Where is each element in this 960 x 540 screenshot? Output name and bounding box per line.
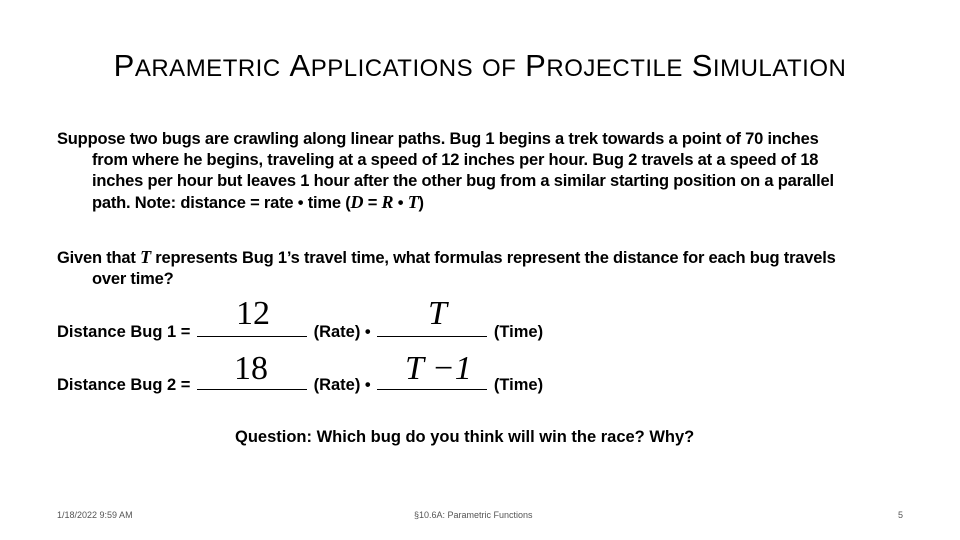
slide-title — [0, 48, 960, 84]
problem-statement — [57, 129, 927, 214]
problem-line-4 — [57, 192, 927, 214]
given-part-2: represents Bug 1’s travel time, what formulas represent the distance for each bug travels — [150, 249, 836, 267]
formula-t: T — [407, 192, 419, 212]
bug1-rate-value: 12 — [236, 295, 270, 332]
title-word-5-cap: S — [691, 48, 713, 83]
title-word-4-cap: P — [525, 48, 547, 83]
formula-dot: • — [393, 194, 408, 212]
bug1-time-value: T — [428, 295, 447, 332]
bug2-time-value: T −1 — [405, 350, 472, 387]
title-word-1-cap: P — [113, 48, 135, 83]
bug1-label: Distance Bug 1 = — [57, 323, 196, 341]
formula-close: ) — [418, 194, 424, 212]
bug2-time-label: (Time) — [489, 376, 544, 394]
bug2-label: Distance Bug 2 = — [57, 376, 196, 394]
title-word-4-rest: ROJECTILE — [546, 55, 683, 82]
question-text: Question: Which bug do you think will win the race? Why? — [235, 428, 695, 446]
given-prompt — [57, 247, 927, 290]
bug2-rate-label: (Rate) • — [309, 376, 376, 394]
footer-section: §10.6A: Parametric Functions — [414, 510, 533, 520]
bug2-rate-value: 18 — [234, 350, 268, 387]
title-word-5-rest: IMULATION — [712, 55, 847, 82]
title-word-2-cap: A — [289, 48, 311, 83]
problem-line-2: from where he begins, traveling at a speed of 12 inches per hour. Bug 2 travels at a speed of 18 — [92, 151, 819, 169]
problem-line-4-text: path. Note: distance = rate • time ( — [92, 194, 351, 212]
given-line-1 — [57, 247, 927, 269]
bug1-time-label: (Time) — [489, 323, 544, 341]
given-part-1: Given that — [57, 249, 141, 267]
bug1-distance-row — [57, 322, 543, 342]
problem-line-1: Suppose two bugs are crawling along linear paths. Bug 1 begins a trek towards a point of 70 inches — [57, 130, 819, 148]
given-line-2: over time? — [92, 270, 174, 288]
formula-d: D — [350, 192, 364, 212]
title-word-3: OF — [482, 55, 517, 82]
title-word-1-rest: ARAMETRIC — [134, 55, 281, 82]
footer-page-number: 5 — [898, 510, 904, 520]
bug1-rate-label: (Rate) • — [309, 323, 376, 341]
formula-eq: = — [363, 194, 382, 212]
title-word-2-rest: PPLICATIONS — [310, 55, 474, 82]
given-t: T — [140, 247, 151, 267]
footer-date: 1/18/2022 9:59 AM — [57, 510, 133, 520]
problem-line-3: inches per hour but leaves 1 hour after the other bug from a similar starting position on a parallel — [92, 172, 834, 190]
formula-r: R — [381, 192, 394, 212]
